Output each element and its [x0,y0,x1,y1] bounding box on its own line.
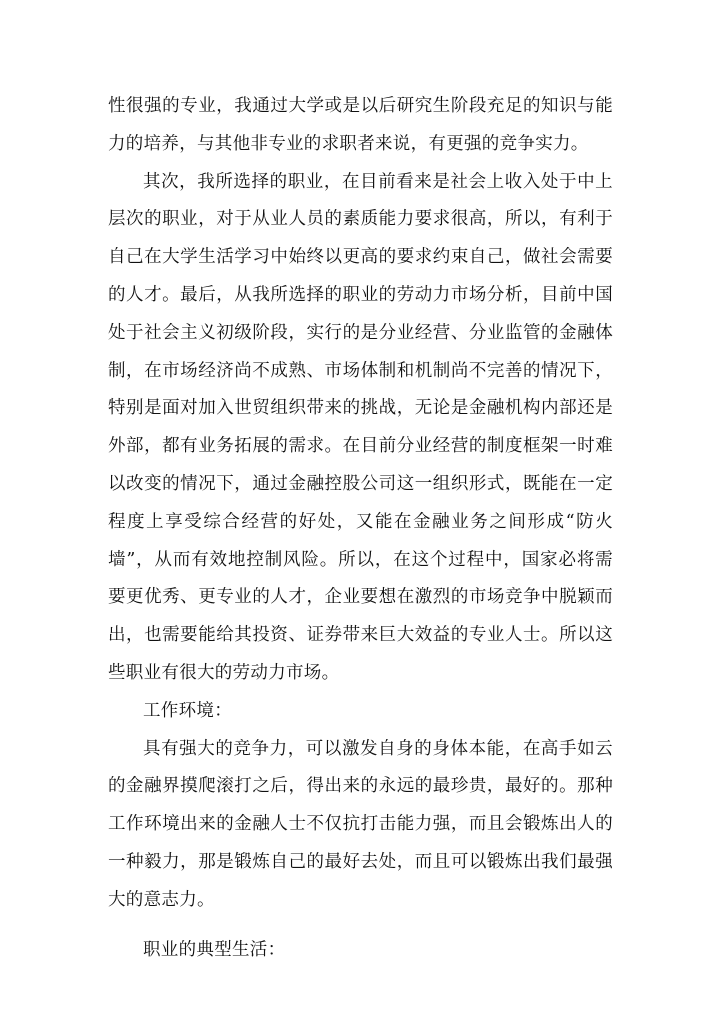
paragraph-work-environment: 具有强大的竞争力，可以激发自身的身体本能，在高手如云的金融界摸爬滚打之后，得出来的永远的最珍贵，最好的。那种工作环境出来的金融人士不仅抗打击能力强，而且会锻炼出人的一种毅力，那是锻炼自己的最好去处，而且可以锻炼出我们最强大的意志力。 [108,738,613,910]
body-text [108,88,613,969]
paragraph-career-analysis: 其次，我所选择的职业，在目前看来是社会上收入处于中上层次的职业，对于从业人员的素质能力要求很高，所以，有利于自己在大学生活学习中始终以更高的要求约束自己，做社会需要的人才。最后，从我所选择的职业的劳动力市场分析，目前中国处于社会主义初级阶段，实行的是分业经营、分业监管的金融体制，在市场经济尚不成熟、市场体制和机制尚不完善的情况下，特别是面对加入世贸组织带来的挑战，无论是金融机构内部还是外部，都有业务拓展的需求。在目前分业经营的制度框架一时难以改变的情况下，通过金融控股公司这一组织形式，既能在一定程度上享受综合经营的好处，又能在金融业务之间形成“防火墙”，从而有效地控制风险。所以，在这个过程中，国家必将需要更优秀、更专业的人才，企业要想在激烈的市场竞争中脱颖而出，也需要能给其投资、证券带来巨大效益的专业人士。所以这些职业有很大的劳动力市场。 [108,171,613,683]
paragraph-continuation: 性很强的专业，我通过大学或是以后研究生阶段充足的知识与能力的培养，与其他非专业的求职者来说，有更强的竞争实力。 [108,96,613,154]
heading-work-environment: 工作环境： [143,700,232,721]
heading-typical-life: 职业的典型生活： [143,939,286,960]
